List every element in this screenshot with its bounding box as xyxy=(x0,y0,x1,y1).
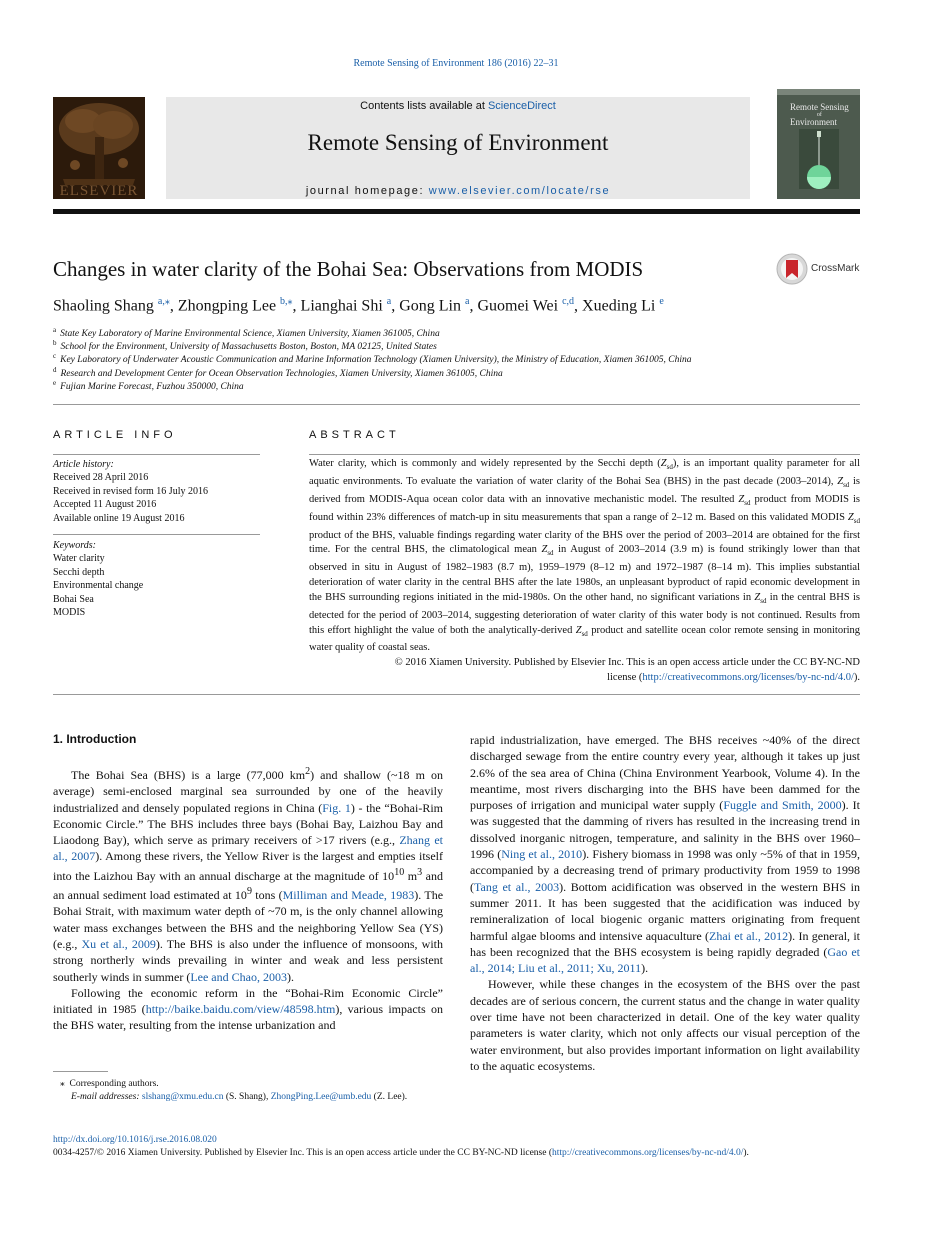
reference-link[interactable]: Lee and Chao, 2003 xyxy=(190,969,287,984)
journal-homepage-line: journal homepage: www.elsevier.com/locate/rse xyxy=(305,185,611,197)
author-name[interactable]: Lianghai Shi xyxy=(300,297,383,315)
author-mark[interactable]: a xyxy=(386,296,392,307)
license-link[interactable]: http://creativecommons.org/licenses/by-nc-nd/4.0/ xyxy=(642,672,854,684)
paragraph: rapid industrialization, have emerged. The BHS receives ~40% of the direct discharged sewage from the entire country every year, although it takes up just 2.6% of the sea area of China (China Environment Yearbook, Volume 4). In the meantime, most rivers discharging into the BHS have been dammed for the purposes of irrigation and municipal water supply (Fuggle and Smith, 2000). It was suggested that the damming of rivers has resulted in the increasing trend in dissolved inorganic nitrogen, temperature, and salinity in the BHS over 1960–1996 (Ning et al., 2010). Fishery biomass in 1998 was only ~5% of that in 1959, accompanied by a decreasing trend of primary productivity from 1959 to 1998 (Tang et al., 2003). Bottom acidification was observed in the western BHS in summer 2011. It has been suggested that the acidification was induced by remineralization of local biogenic organic matters originating from frequent harmful algae blooms and intensive aquaculture (Zhai et al., 2012). In general, it has been recognized that the BHS ecosystem is being rapidly degraded (Gao et al., 2014; Liu et al., 2011; Xu, 2011). xyxy=(470,733,861,976)
affiliation: $^b$ School for the Environment, University of Massachusetts Boston, Boston, MA 02125, United States xyxy=(53,339,437,353)
doi-link[interactable]: http://dx.doi.org/10.1016/j.rse.2016.08.020 xyxy=(53,1135,217,1145)
author-mark[interactable]: c,d xyxy=(562,296,575,307)
divider xyxy=(53,404,860,405)
paragraph: However, while these changes in the ecosystem of the BHS over the past decades are of serious concern, the current status and the change in water quality over time have not been characterized in detail. One of the key water quality parameters is water clarity, which not only affects our visual perception of the water environment, but also provides important information on light availability to the aquatic ecosystems. xyxy=(470,977,860,1073)
figure-link[interactable]: Fig. 1 xyxy=(322,800,351,815)
abstract-body: Water clarity, which is commonly and widely represented by the Secchi depth $(Z_{sd})$, is an important quality parameter for all aquatic environments. To evaluate the variation of water clarity of the Bohai Sea (BHS) in the past decade (2003–2014), $Z_{sd}$ is derived from MODIS-Aqua ocean color data with an innovative mechanistic model. The resulted $Z_{sd}$ product from MODIS is found within 23% differences of match-up in situ measurements that span a range of 2–12 m. Based on this validated MODIS $Z_{sd}$ product of the BHS, valuable findings regarding water clarity of the BHS over the period of 2003–2014 are obtained for the first time. For the central BHS, the climatological mean $Z_{sd}$ in August of 2003–2014 (3.9 m) is found strikingly lower than that observed in situ in August of 1982–1983 (8.7 m), 1959–1979 (8–12 m) and 1972–1987 (8–14 m). This implies substantial deterioration of water clarity in the central BHS after the late 1980s, an unpleasant byproduct of rapid economic development in the BHS surrounding regions initiated in the mid-1980s. On the other hand, no significant variations in $Z_{sd}$ in the central BHS is detected for the period of 2003–2014, suggesting deterioration of water clarity of this water body is not continued. Results from this effort highlight the value of both the analytically-derived $Z_{sd}$ product and satellite ocean color remote sensing in monitoring water quality of coastal seas. © 2016 Xiamen University. Published by Elsevier Inc. This is an open access article under the CC BY-NC-ND license (http://creativecommons.org/licenses/by-nc-nd/4.0/). xyxy=(309,457,860,686)
journal-citation[interactable]: Remote Sensing of Environment 186 (2016) 22–31 xyxy=(353,58,559,69)
license-line: 0034-4257/© 2016 Xiamen University. Published by Elsevier Inc. This is an open access article under the CC BY-NC-ND license (http://creativecommons.org/licenses/by-nc-nd/4.0/). xyxy=(53,1148,749,1158)
author-mark[interactable]: e xyxy=(659,296,664,307)
affiliation: $^c$ Key Laboratory of Underwater Acoustic Communication and Marine Information Technology (Xiamen University), the Ministry of Education, Xiamen 361005, China xyxy=(53,352,692,366)
reference-link[interactable]: Tang et al., 2003 xyxy=(474,879,560,894)
author-name[interactable]: Zhongping Lee xyxy=(177,297,277,315)
affiliation: $^a$ State Key Laboratory of Marine Environmental Science, Xiamen University, Xiamen 361005, China xyxy=(53,326,440,340)
author-name[interactable]: Guomei Wei xyxy=(477,297,559,315)
reference-link[interactable]: Ning et al., 2010 xyxy=(501,847,583,862)
divider xyxy=(53,694,860,695)
paragraph: Following the economic reform in the “Bohai-Rim Economic Circle” initiated in 1985 (http://baike.baidu.com/view/48598.htm), various impacts on the BHS water, resulting from the intense urbanization and xyxy=(53,985,443,1033)
crossmark-label: CrossMark xyxy=(811,263,860,274)
reference-link[interactable]: Gao et al., 2014; Liu et al., 2011; Xu, 2011 xyxy=(470,944,860,976)
author-name[interactable]: Gong Lin xyxy=(399,297,461,315)
email-link[interactable]: slshang@xmu.edu.cn xyxy=(141,1092,224,1102)
section-heading: 1. Introduction xyxy=(53,732,137,746)
crossmark-icon xyxy=(776,253,808,285)
email-link[interactable]: ZhongPing.Lee@umb.edu xyxy=(270,1092,372,1102)
journal-title: Remote Sensing of Environment xyxy=(307,130,609,155)
paragraph: The Bohai Sea (BHS) is a large (77,000 $km^2$) and shallow (~18 m on average) semi-enclosed marginal sea surrounded by one of the heavily industrialized and densely populated regions in China (Fig. 1) - the “Bohai-Rim Economic Circle.” The BHS includes three bays (Bohai Bay, Laizhou Bay and Liaodong Bay), which serve as primary receivers of >17 rivers (e.g., Zhang et al., 2007). Among these rivers, the Yellow River is the largest and empties itself into the Laizhou Bay with an annual discharge at the magnitude of $10^{10}$ $m^3$ and an annual sediment load estimated at $10^9$ tons (Milliman and Meade, 1983). The Bohai Strait, with maximum water depth of ~70 m, is the only channel allowing water mass exchanges between the BHS and the neighboring Yellow Sea (YS) (e.g., Xu et al., 2009). The BHS is also under the influence of monsoons, with strong northerly winds prevailing in winter and weak and less persistent southerly winds in summer (Lee and Chao, 2003). xyxy=(53,766,444,984)
author-name[interactable]: Shaoling Shang xyxy=(53,297,154,315)
author-name[interactable]: Xueding Li xyxy=(582,297,656,315)
divider xyxy=(53,454,260,455)
intro-right-column xyxy=(470,732,860,1074)
author-mark[interactable]: a,⁎ xyxy=(157,296,170,307)
contents-line: Contents lists available at ScienceDirect xyxy=(360,100,556,112)
article-title: Changes in water clarity of the Bohai Sea: Observations from MODIS xyxy=(53,257,644,281)
intro-left-column xyxy=(53,764,443,1034)
abstract-heading: ABSTRACT xyxy=(309,429,400,441)
keyword: Bohai Sea xyxy=(53,593,94,605)
cover-art-icon xyxy=(777,125,860,199)
license-link[interactable]: http://creativecommons.org/licenses/by-nc-nd/4.0/ xyxy=(552,1148,744,1158)
author-mark[interactable]: a xyxy=(465,296,470,307)
affiliation: $^d$ Research and Development Center for Ocean Observation Technologies, Xiamen University, Xiamen 361005, China xyxy=(53,366,503,380)
keyword: Water clarity xyxy=(53,553,105,565)
divider xyxy=(309,454,860,455)
elsevier-logo[interactable] xyxy=(53,97,145,199)
journal-banner xyxy=(166,97,750,199)
crossmark-badge[interactable] xyxy=(776,253,866,285)
affiliation: $^e$ Fujian Marine Forecast, Fuzhou 350000, China xyxy=(53,379,244,393)
reference-link[interactable]: Zhai et al., 2012 xyxy=(708,928,789,943)
footnote-rule xyxy=(53,1071,108,1072)
keyword: Environmental change xyxy=(53,580,144,592)
keyword: Secchi depth xyxy=(53,566,105,578)
abstract-copyright: © 2016 Xiamen University. Published by Elsevier Inc. This is an open access article under the CC BY-NC-ND license (http://creativecommons.org/licenses/by-nc-nd/4.0/). xyxy=(394,657,860,684)
journal-cover-thumbnail[interactable] xyxy=(777,89,860,199)
reference-link[interactable]: Xu et al., 2009 xyxy=(81,936,156,951)
web-link[interactable]: http://baike.baidu.com/view/48598.htm xyxy=(145,1002,336,1017)
author-mark[interactable]: b,⁎ xyxy=(280,296,293,307)
journal-homepage-link[interactable]: www.elsevier.com/locate/rse xyxy=(428,185,611,197)
article-history: Article history: Received 28 April 2016 Received in revised form 16 July 2016 Accepted 11 August 2016 Available online 19 August 2016 xyxy=(53,459,208,524)
cover-title: Remote Sensing of Environment xyxy=(790,102,849,127)
footnote: ⁎ Corresponding authors. E-mail addresses: slshang@xmu.edu.cn (S. Shang), ZhongPing.Lee@umb.edu (Z. Lee). xyxy=(60,1079,408,1102)
author-list: Shaoling Shang $^{a,⁎}$, Zhongping Lee $^{b,⁎}$, Lianghai Shi $^a$, Gong Lin $^a$, Guomei Wei $^{c,d}$, Xueding Li $^e$ xyxy=(53,296,664,315)
reference-link[interactable]: Zhang et al., 2007 xyxy=(53,833,443,864)
elsevier-wordmark: ELSEVIER xyxy=(59,183,139,199)
header-rule xyxy=(53,209,860,214)
article-info-heading: ARTICLE INFO xyxy=(53,429,177,441)
sciencedirect-link[interactable]: ScienceDirect xyxy=(487,100,556,112)
divider xyxy=(53,534,260,535)
keywords: Keywords: Water clarity Secchi depth Environmental change Bohai Sea MODIS xyxy=(53,539,263,619)
reference-link[interactable]: Fuggle and Smith, 2000 xyxy=(723,798,842,813)
reference-link[interactable]: Milliman and Meade, 1983 xyxy=(282,888,415,903)
keyword: MODIS xyxy=(53,607,86,619)
